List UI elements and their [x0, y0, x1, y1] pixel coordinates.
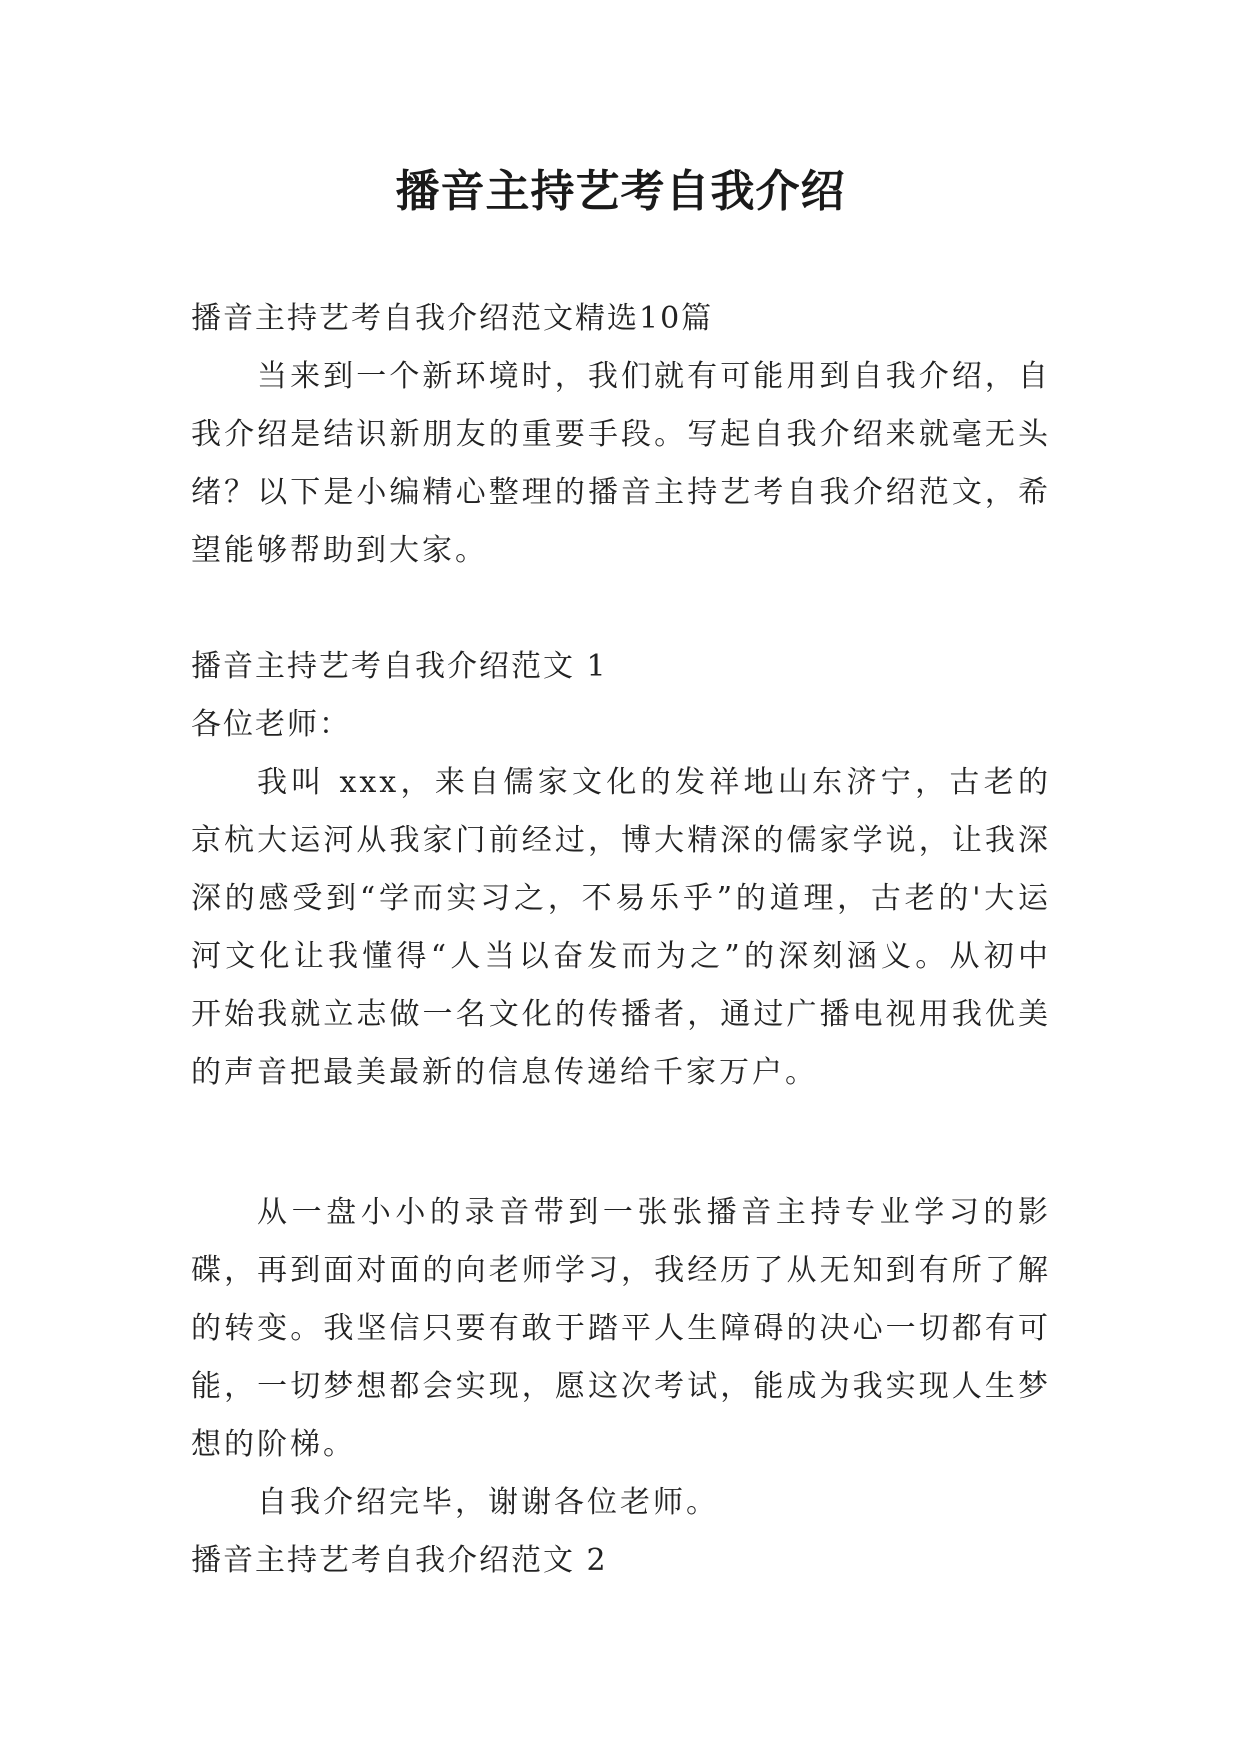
page-title: 播音主持艺考自我介绍 [395, 166, 846, 217]
intro-paragraph: 当来到一个新环境时，我们就有可能用到自我介绍，自我介绍是结识新朋友的重要手段。写起自我介绍来就毫无头绪？以下是小编精心整理的播音主持艺考自我介绍范文，希望能够帮助到大家。 [191, 359, 1051, 568]
section-heading-1: 播音主持艺考自我介绍范文 1 [191, 649, 608, 684]
document-subtitle: 播音主持艺考自我介绍范文精选10篇 [191, 301, 714, 336]
body-paragraph-2: 从一盘小小的录音带到一张张播音主持专业学习的影碟，再到面对面的向老师学习，我经历了从无知到有所了解的转变。我坚信只要有敢于踏平人生障碍的决心一切都有可能，一切梦想都会实现，愿这次考试，能成为我实现人生梦想的阶梯。 [191, 1195, 1051, 1462]
closing-line: 自我介绍完毕，谢谢各位老师。 [257, 1485, 719, 1520]
spacer [191, 580, 1051, 638]
salutation: 各位老师： [191, 707, 351, 742]
document-body [191, 290, 1051, 1590]
section-heading-2: 播音主持艺考自我介绍范文 2 [191, 1543, 608, 1578]
body-paragraph-1: 我叫 xxx，来自儒家文化的发祥地山东济宁，古老的京杭大运河从我家门前经过，博大精深的儒家学说，让我深深的感受到“学而实习之，不易乐乎”的道理，古老的'大运河文化让我懂得“人当以奋发而为之”的深刻涵义。从初中开始我就立志做一名文化的传播者，通过广播电视用我优美的声音把最美最新的信息传递给千家万户。 [191, 765, 1051, 1090]
spacer [191, 1102, 1051, 1184]
